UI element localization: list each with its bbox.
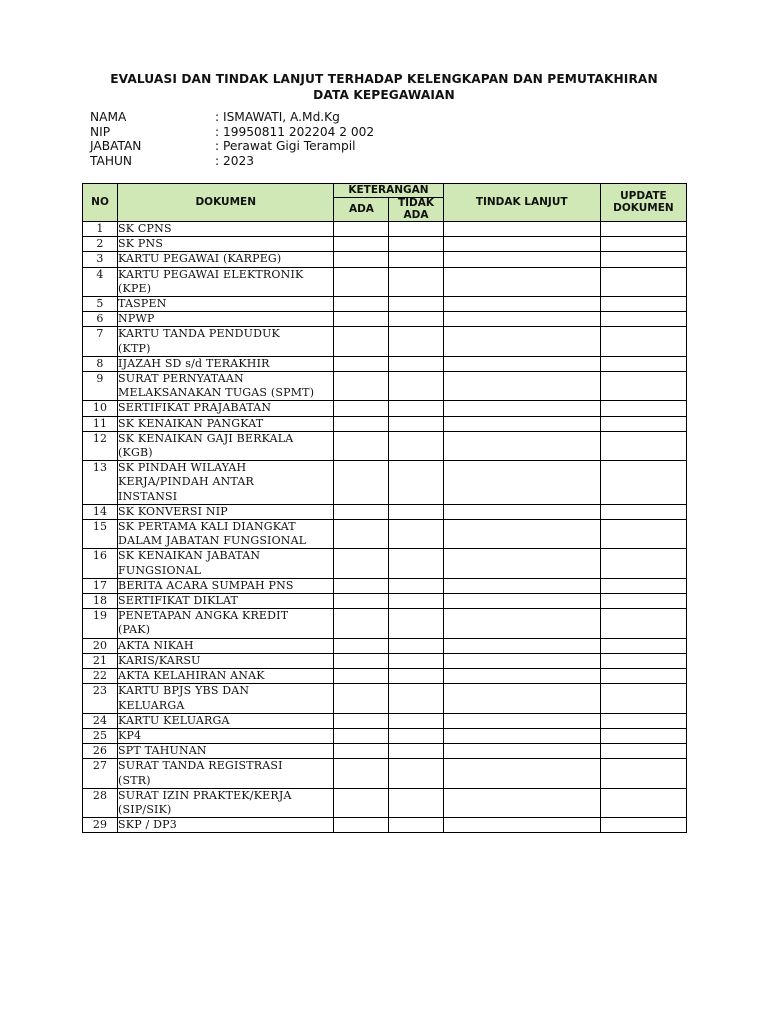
document-name-line: (KPE) (118, 281, 152, 295)
document-name-line: SURAT TANDA REGISTRASI (118, 759, 283, 773)
update-dokumen-cell[interactable] (600, 401, 686, 416)
table-row (83, 401, 687, 416)
update-dokumen-cell[interactable] (600, 788, 686, 817)
row-number: 14 (83, 504, 118, 519)
document-name-line: (PAK) (118, 623, 151, 637)
document-name-cell (118, 609, 334, 638)
header-ada: ADA (334, 198, 389, 222)
update-dokumen-cell[interactable] (600, 504, 686, 519)
title-line-1: EVALUASI DAN TINDAK LANJUT TERHADAP KELENGKAPAN DAN PEMUTAKHIRAN (110, 72, 658, 86)
ada-cell[interactable] (334, 638, 389, 653)
document-name-cell (118, 356, 334, 371)
update-dokumen-cell[interactable] (600, 431, 686, 460)
tindak-lanjut-cell[interactable] (443, 416, 600, 431)
document-name-line: KP4 (118, 728, 142, 742)
tindak-lanjut-cell[interactable] (443, 638, 600, 653)
table-row (83, 504, 687, 519)
document-name-cell (118, 267, 334, 296)
ada-cell[interactable] (334, 744, 389, 759)
tidak-ada-cell[interactable] (389, 788, 443, 817)
document-name-cell (118, 549, 334, 578)
document-name-line: PENETAPAN ANGKA KREDIT (118, 609, 289, 623)
document-name-cell (118, 504, 334, 519)
document-name-line: KARTU BPJS YBS DAN (118, 684, 250, 698)
update-dokumen-cell[interactable] (600, 638, 686, 653)
row-number: 26 (83, 744, 118, 759)
ada-cell[interactable] (334, 669, 389, 684)
tidak-ada-cell[interactable] (389, 356, 443, 371)
document-name-line: KARTU PEGAWAI (KARPEG) (118, 252, 282, 266)
update-dokumen-cell[interactable] (600, 744, 686, 759)
document-name-cell (118, 401, 334, 416)
tidak-ada-cell[interactable] (389, 609, 443, 638)
document-title (82, 71, 686, 103)
ada-cell[interactable] (334, 609, 389, 638)
row-number: 6 (83, 312, 118, 327)
document-name-line: AKTA KELAHIRAN ANAK (118, 669, 265, 683)
tindak-lanjut-cell[interactable] (443, 653, 600, 668)
document-name-cell (118, 713, 334, 728)
document-name-line: SERTIFIKAT PRAJABATAN (118, 401, 272, 415)
tindak-lanjut-cell[interactable] (443, 520, 600, 549)
ada-cell[interactable] (334, 549, 389, 578)
ada-cell[interactable] (334, 222, 389, 237)
table-row (83, 520, 687, 549)
tidak-ada-cell[interactable] (389, 594, 443, 609)
table-row (83, 788, 687, 817)
header-tidak-ada-line-1: TIDAK (397, 197, 435, 209)
header-tidak-ada-line-2: ADA (403, 208, 429, 221)
info-value: : 19950811 202204 2 002 (215, 124, 375, 139)
document-name-line: KARTU PEGAWAI ELEKTRONIK (118, 267, 304, 281)
ada-cell[interactable] (334, 578, 389, 593)
document-name-line: SURAT PERNYATAAN (118, 372, 244, 386)
tindak-lanjut-cell[interactable] (443, 252, 600, 267)
update-dokumen-cell[interactable] (600, 416, 686, 431)
document-name-line: KARTU TANDA PENDUDUK (118, 327, 280, 341)
tidak-ada-cell[interactable] (389, 401, 443, 416)
ada-cell[interactable] (334, 818, 389, 833)
table-row (83, 744, 687, 759)
info-row-nama (90, 110, 374, 125)
document-name-line: FUNGSIONAL (118, 563, 202, 577)
document-name-line: (SIP/SIK) (118, 802, 172, 816)
info-label: JABATAN (90, 139, 142, 154)
ada-cell[interactable] (334, 461, 389, 505)
tidak-ada-cell[interactable] (389, 759, 443, 788)
update-dokumen-cell[interactable] (600, 312, 686, 327)
tindak-lanjut-cell[interactable] (443, 684, 600, 713)
update-dokumen-cell[interactable] (600, 252, 686, 267)
info-value: : Perawat Gigi Terampil (215, 139, 356, 154)
document-checklist-table (82, 183, 687, 833)
info-value: : ISMAWATI, A.Md.Kg (215, 110, 340, 124)
info-label: NAMA (90, 110, 127, 124)
ada-cell[interactable] (334, 684, 389, 713)
document-name-line: SK KENAIKAN PANGKAT (118, 416, 264, 430)
update-dokumen-cell[interactable] (600, 549, 686, 578)
ada-cell[interactable] (334, 520, 389, 549)
header-tidak-ada (389, 198, 443, 222)
ada-cell[interactable] (334, 713, 389, 728)
tindak-lanjut-cell[interactable] (443, 237, 600, 252)
table-row (83, 609, 687, 638)
document-name-line: SK KENAIKAN GAJI BERKALA (118, 431, 294, 445)
row-number: 17 (83, 578, 118, 593)
row-number: 18 (83, 594, 118, 609)
row-number: 25 (83, 728, 118, 743)
table-row (83, 416, 687, 431)
document-name-line: MELAKSANAKAN TUGAS (SPMT) (118, 386, 315, 400)
row-number: 15 (83, 520, 118, 549)
tindak-lanjut-cell[interactable] (443, 327, 600, 356)
table-row (83, 356, 687, 371)
document-name-cell (118, 461, 334, 505)
row-number: 22 (83, 669, 118, 684)
document-name-cell (118, 653, 334, 668)
table-row (83, 549, 687, 578)
tidak-ada-cell[interactable] (389, 638, 443, 653)
tindak-lanjut-cell[interactable] (443, 818, 600, 833)
document-name-cell (118, 372, 334, 401)
table-row (83, 713, 687, 728)
document-name-line: SURAT IZIN PRAKTEK/KERJA (118, 788, 292, 802)
document-name-line: SKP / DP3 (118, 818, 177, 832)
update-dokumen-cell[interactable] (600, 267, 686, 296)
document-name-line: (KTP) (118, 341, 151, 355)
ada-cell[interactable] (334, 401, 389, 416)
tindak-lanjut-cell[interactable] (443, 669, 600, 684)
document-name-line: IJAZAH SD s/d TERAKHIR (118, 356, 270, 370)
ada-cell[interactable] (334, 267, 389, 296)
info-row-tahun (90, 154, 374, 169)
update-dokumen-cell[interactable] (600, 327, 686, 356)
tindak-lanjut-cell[interactable] (443, 594, 600, 609)
tidak-ada-cell[interactable] (389, 520, 443, 549)
document-name-line: AKTA NIKAH (118, 638, 194, 652)
ada-cell[interactable] (334, 653, 389, 668)
table-body (83, 222, 687, 833)
tindak-lanjut-cell[interactable] (443, 297, 600, 312)
tidak-ada-cell[interactable] (389, 327, 443, 356)
row-number: 28 (83, 788, 118, 817)
tindak-lanjut-cell[interactable] (443, 744, 600, 759)
document-name-line: TASPEN (118, 297, 167, 311)
row-number: 2 (83, 237, 118, 252)
header-keterangan: KETERANGAN (334, 184, 443, 198)
tindak-lanjut-cell[interactable] (443, 312, 600, 327)
ada-cell[interactable] (334, 372, 389, 401)
table-row (83, 312, 687, 327)
tindak-lanjut-cell[interactable] (443, 356, 600, 371)
row-number: 21 (83, 653, 118, 668)
table-row (83, 728, 687, 743)
table-row (83, 431, 687, 460)
update-dokumen-cell[interactable] (600, 372, 686, 401)
ada-cell[interactable] (334, 728, 389, 743)
document-name-cell (118, 222, 334, 237)
table-row (83, 759, 687, 788)
document-name-line: KERJA/PINDAH ANTAR (118, 475, 254, 489)
document-name-cell (118, 312, 334, 327)
tindak-lanjut-cell[interactable] (443, 549, 600, 578)
document-name-cell (118, 759, 334, 788)
ada-cell[interactable] (334, 759, 389, 788)
row-number: 19 (83, 609, 118, 638)
document-name-cell (118, 416, 334, 431)
document-name-cell (118, 297, 334, 312)
tindak-lanjut-cell[interactable] (443, 372, 600, 401)
update-dokumen-cell[interactable] (600, 578, 686, 593)
row-number: 23 (83, 684, 118, 713)
document-name-cell (118, 520, 334, 549)
tidak-ada-cell[interactable] (389, 549, 443, 578)
tindak-lanjut-cell[interactable] (443, 788, 600, 817)
document-name-line: KELUARGA (118, 698, 185, 712)
row-number: 4 (83, 267, 118, 296)
document-name-cell (118, 669, 334, 684)
tidak-ada-cell[interactable] (389, 728, 443, 743)
tindak-lanjut-cell[interactable] (443, 222, 600, 237)
update-dokumen-cell[interactable] (600, 684, 686, 713)
document-name-line: KARIS/KARSU (118, 653, 201, 667)
document-name-line: KARTU KELUARGA (118, 713, 230, 727)
row-number: 10 (83, 401, 118, 416)
tidak-ada-cell[interactable] (389, 237, 443, 252)
document-name-line: SK KENAIKAN JABATAN (118, 549, 261, 563)
update-dokumen-cell[interactable] (600, 759, 686, 788)
tidak-ada-cell[interactable] (389, 312, 443, 327)
title-line-2: DATA KEPEGAWAIAN (313, 88, 455, 102)
document-name-cell (118, 818, 334, 833)
document-name-cell (118, 744, 334, 759)
document-name-cell (118, 578, 334, 593)
document-name-cell (118, 684, 334, 713)
header-update-dokumen (600, 184, 686, 222)
ada-cell[interactable] (334, 356, 389, 371)
tindak-lanjut-cell[interactable] (443, 504, 600, 519)
row-number: 29 (83, 818, 118, 833)
row-number: 3 (83, 252, 118, 267)
document-name-cell (118, 237, 334, 252)
tidak-ada-cell[interactable] (389, 222, 443, 237)
row-number: 12 (83, 431, 118, 460)
tidak-ada-cell[interactable] (389, 578, 443, 593)
info-label: NIP (90, 124, 111, 139)
tindak-lanjut-cell[interactable] (443, 461, 600, 505)
document-name-line: SK CPNS (118, 222, 172, 235)
info-row-jabatan (90, 139, 374, 154)
ada-cell[interactable] (334, 297, 389, 312)
document-name-cell (118, 788, 334, 817)
header-no: NO (83, 184, 118, 222)
tindak-lanjut-cell[interactable] (443, 609, 600, 638)
ada-cell[interactable] (334, 788, 389, 817)
document-name-cell (118, 327, 334, 356)
update-dokumen-cell[interactable] (600, 520, 686, 549)
document-name-line: SK PINDAH WILAYAH (118, 461, 247, 475)
document-name-line: (KGB) (118, 446, 153, 460)
tidak-ada-cell[interactable] (389, 372, 443, 401)
document-name-line: SPT TAHUNAN (118, 744, 207, 758)
ada-cell[interactable] (334, 431, 389, 460)
document-name-line: NPWP (118, 312, 155, 326)
update-dokumen-cell[interactable] (600, 297, 686, 312)
row-number: 8 (83, 356, 118, 371)
table-row (83, 237, 687, 252)
tidak-ada-cell[interactable] (389, 669, 443, 684)
ada-cell[interactable] (334, 237, 389, 252)
document-name-line: SK PERTAMA KALI DIANGKAT (118, 520, 296, 534)
tindak-lanjut-cell[interactable] (443, 713, 600, 728)
header-dokumen: DOKUMEN (118, 184, 334, 222)
update-dokumen-cell[interactable] (600, 609, 686, 638)
info-row-nip (90, 125, 374, 140)
info-label: TAHUN (90, 153, 133, 168)
ada-cell[interactable] (334, 327, 389, 356)
document-name-line: SK KONVERSI NIP (118, 504, 228, 518)
ada-cell[interactable] (334, 504, 389, 519)
table-row (83, 267, 687, 296)
update-dokumen-cell[interactable] (600, 818, 686, 833)
tidak-ada-cell[interactable] (389, 431, 443, 460)
info-value: : 2023 (215, 153, 254, 168)
ada-cell[interactable] (334, 312, 389, 327)
table-row (83, 669, 687, 684)
row-number: 7 (83, 327, 118, 356)
table-row (83, 653, 687, 668)
document-name-cell (118, 594, 334, 609)
document-name-line: DALAM JABATAN FUNGSIONAL (118, 534, 307, 548)
table-row (83, 252, 687, 267)
tindak-lanjut-cell[interactable] (443, 401, 600, 416)
update-dokumen-cell[interactable] (600, 237, 686, 252)
document-name-line: SERTIFIKAT DIKLAT (118, 594, 239, 608)
document-name-line: BERITA ACARA SUMPAH PNS (118, 578, 294, 592)
update-dokumen-cell[interactable] (600, 653, 686, 668)
row-number: 16 (83, 549, 118, 578)
tidak-ada-cell[interactable] (389, 713, 443, 728)
row-number: 11 (83, 416, 118, 431)
ada-cell[interactable] (334, 252, 389, 267)
table-row (83, 297, 687, 312)
tindak-lanjut-cell[interactable] (443, 431, 600, 460)
tindak-lanjut-cell[interactable] (443, 267, 600, 296)
document-name-line: SK PNS (118, 237, 164, 251)
document-name-cell (118, 252, 334, 267)
row-number: 20 (83, 638, 118, 653)
tidak-ada-cell[interactable] (389, 252, 443, 267)
row-number: 13 (83, 461, 118, 505)
tidak-ada-cell[interactable] (389, 416, 443, 431)
table-row (83, 222, 687, 237)
document-name-line: (STR) (118, 773, 151, 787)
tidak-ada-cell[interactable] (389, 461, 443, 505)
update-dokumen-cell[interactable] (600, 713, 686, 728)
update-dokumen-cell[interactable] (600, 594, 686, 609)
update-dokumen-cell[interactable] (600, 222, 686, 237)
tidak-ada-cell[interactable] (389, 744, 443, 759)
tidak-ada-cell[interactable] (389, 297, 443, 312)
row-number: 9 (83, 372, 118, 401)
header-update-line-1: UPDATE (620, 190, 667, 202)
document-name-line: INSTANSI (118, 489, 178, 503)
table-row (83, 372, 687, 401)
tidak-ada-cell[interactable] (389, 267, 443, 296)
tindak-lanjut-cell[interactable] (443, 578, 600, 593)
table-row (83, 684, 687, 713)
tindak-lanjut-cell[interactable] (443, 728, 600, 743)
table-row (83, 594, 687, 609)
update-dokumen-cell[interactable] (600, 728, 686, 743)
tidak-ada-cell[interactable] (389, 653, 443, 668)
row-number: 1 (83, 222, 118, 237)
document-name-cell (118, 431, 334, 460)
document-name-cell (118, 728, 334, 743)
header-tindak-lanjut: TINDAK LANJUT (443, 184, 600, 222)
table-row (83, 638, 687, 653)
update-dokumen-cell[interactable] (600, 356, 686, 371)
document-name-cell (118, 638, 334, 653)
ada-cell[interactable] (334, 594, 389, 609)
row-number: 5 (83, 297, 118, 312)
update-dokumen-cell[interactable] (600, 669, 686, 684)
table-row (83, 818, 687, 833)
header-update-line-2: DOKUMEN (613, 201, 674, 214)
tidak-ada-cell[interactable] (389, 818, 443, 833)
row-number: 24 (83, 713, 118, 728)
row-number: 27 (83, 759, 118, 788)
tidak-ada-cell[interactable] (389, 504, 443, 519)
table-row (83, 327, 687, 356)
table-row (83, 461, 687, 505)
update-dokumen-cell[interactable] (600, 461, 686, 505)
employee-info (90, 110, 374, 168)
tindak-lanjut-cell[interactable] (443, 759, 600, 788)
tidak-ada-cell[interactable] (389, 684, 443, 713)
ada-cell[interactable] (334, 416, 389, 431)
table-row (83, 578, 687, 593)
